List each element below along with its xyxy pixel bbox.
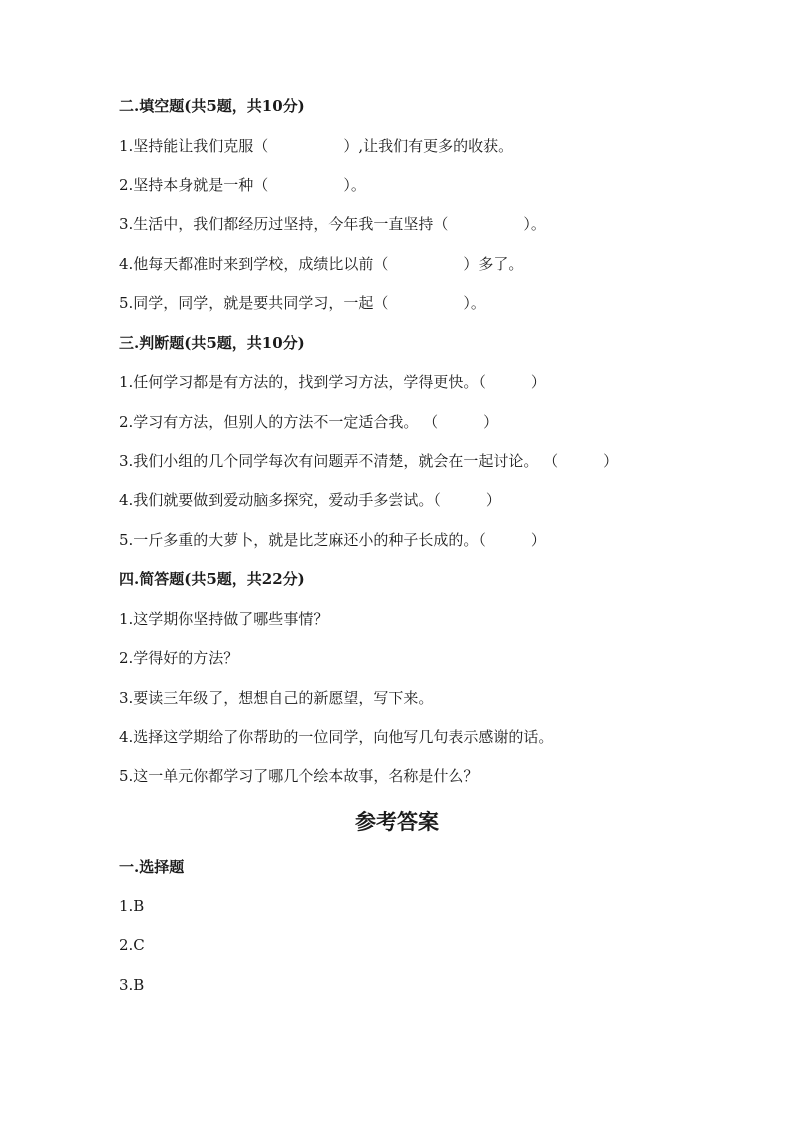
answers-title: 参考答案 xyxy=(355,809,439,834)
question-item: 1.任何学习都是有方法的，找到学习方法，学得更快。（ ） xyxy=(119,373,546,391)
section-heading-choice-answers: 一.选择题 xyxy=(119,858,185,876)
answer-item: 3.B xyxy=(119,976,145,994)
section-heading-fill-blank: 二.填空题(共5题，共10分) xyxy=(119,97,305,115)
question-item: 3.生活中，我们都经历过坚持，今年我一直坚持（ ）。 xyxy=(119,215,546,233)
question-item: 3.我们小组的几个同学每次有问题弄不清楚，就会在一起讨论。 （ ） xyxy=(119,452,619,470)
question-item: 2.学得好的方法？ xyxy=(119,649,239,667)
question-item: 4.我们就要做到爱动脑多探究，爱动手多尝试。（ ） xyxy=(119,491,501,509)
question-item: 5.同学，同学，就是要共同学习，一起（ ）。 xyxy=(119,294,486,312)
section-heading-true-false: 三.判断题(共5题，共10分) xyxy=(119,334,305,352)
question-item: 5.一斤多重的大萝卜，就是比芝麻还小的种子长成的。（ ） xyxy=(119,531,546,549)
question-item: 3.要读三年级了，想想自己的新愿望，写下来。 xyxy=(119,689,434,707)
question-item: 1.这学期你坚持做了哪些事情？ xyxy=(119,610,329,628)
question-item: 4.选择这学期给了你帮助的一位同学，向他写几句表示感谢的话。 xyxy=(119,728,554,746)
question-item: 4.他每天都准时来到学校，成绩比以前（ ）多了。 xyxy=(119,255,524,273)
question-item: 2.学习有方法，但别人的方法不一定适合我。 （ ） xyxy=(119,413,499,431)
section-heading-short-answer: 四.简答题(共5题，共22分) xyxy=(119,570,305,588)
question-item: 5.这一单元你都学习了哪几个绘本故事，名称是什么？ xyxy=(119,767,479,785)
question-item: 2.坚持本身就是一种（ ）。 xyxy=(119,176,366,194)
answer-item: 2.C xyxy=(119,936,145,954)
answer-item: 1.B xyxy=(119,897,145,915)
question-item: 1.坚持能让我们克服（ ）,让我们有更多的收获。 xyxy=(119,137,514,155)
